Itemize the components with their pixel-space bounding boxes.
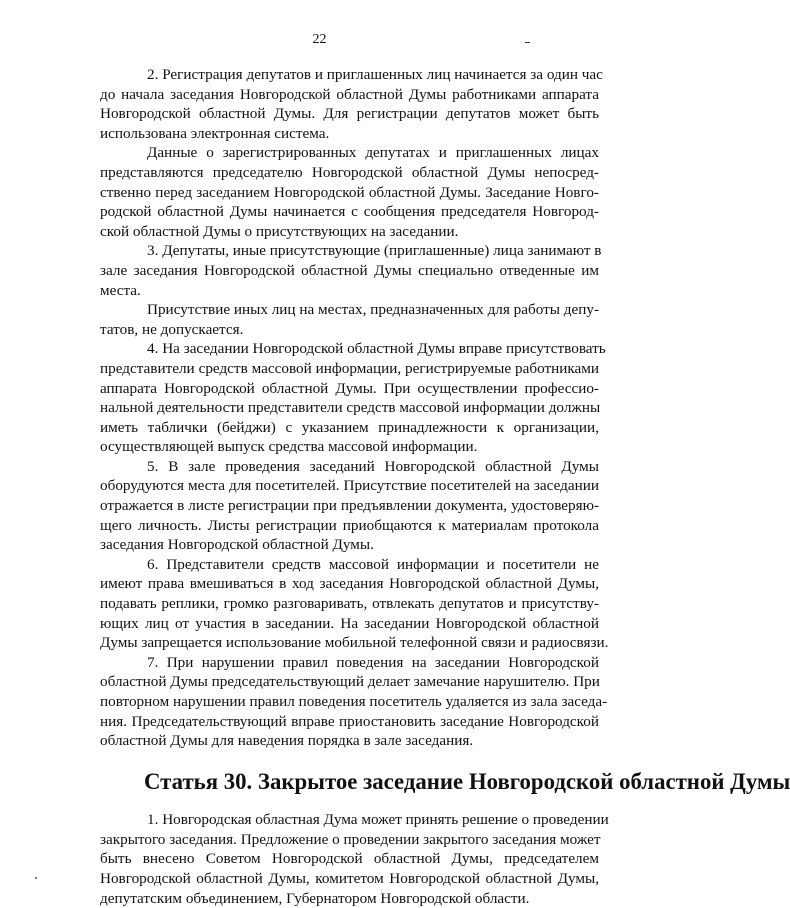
paragraph-other-persons [100, 300, 599, 339]
text-line: ющих лиц от участия в заседании. На заседании Новгородской областной [100, 614, 599, 632]
paragraph-registration-data [100, 143, 599, 241]
text-line: нальной деятельности представители средств массовой информации должны [100, 399, 601, 417]
paragraph-media [100, 339, 606, 457]
text-line: татов, не допускается. [100, 320, 244, 338]
text-line: места. [100, 281, 141, 299]
paragraph-seating [100, 241, 602, 300]
text-line: 2. Регистрация депутатов и приглашенных лиц начинается за один час [147, 66, 603, 83]
text-line: 1. Новгородская областная Дума может принять решение о проведении [147, 811, 609, 829]
text-line: оборудуются места для посетителей. Присутствие посетителей на заседании [100, 477, 599, 495]
text-line: родской областной Думы начинается с сообщения председателя Новгород- [100, 203, 599, 221]
text-line: 4. На заседании Новгородской областной Думы вправе присутствовать [147, 340, 606, 358]
text-line: использована электронная система. [100, 124, 330, 142]
text-line: 6. Представители средств массовой информации и посетители не [147, 555, 599, 573]
text-line: заседания Новгородской областной Думы. [100, 536, 374, 554]
text-line: ственно перед заседанием Новгородской областной Думы. Заседание Новго- [100, 183, 599, 201]
text-line: ния. Председательствующий вправе приостановить заседание Новгородской [100, 712, 599, 730]
text-line: Думы запрещается использование мобильной телефонной связи и радиосвязи. [100, 634, 609, 652]
paragraph-conduct [100, 555, 609, 653]
text-line: повторном нарушении правил поведения посетитель удаляется из зала заседа- [100, 693, 608, 710]
text-line: до начала заседания Новгородской областной Думы работниками аппарата [100, 85, 599, 103]
scan-mark [525, 42, 530, 43]
text-line: имеют права вмешиваться в ход заседания Новгородской областной Думы, [100, 575, 599, 593]
text-line: зале заседания Новгородской областной Думы специально отведенные им [100, 261, 599, 279]
text-line: представители средств массовой информации, регистрируемые работниками [100, 359, 599, 377]
text-line: Данные о зарегистрированных депутатах и приглашенных лицах [147, 144, 599, 162]
text-line: аппарата Новгородской областной Думы. При осуществлении профессио- [100, 379, 599, 397]
text-line: 3. Депутаты, иные присутствующие (приглашенные) лица занимают в [147, 242, 602, 260]
text-line: 5. В зале проведения заседаний Новгородской областной Думы [147, 457, 599, 475]
paragraph-closed-session [100, 810, 609, 908]
text-line: представляются председателю Новгородской областной Думы непосред- [100, 163, 599, 181]
text-line: осуществляющей выпуск средства массовой информации. [100, 438, 478, 456]
text-line: Присутствие иных лиц на местах, предназначенных для работы депу- [147, 301, 600, 319]
text-line: Новгородской областной Думы. Для регистрации депутатов может быть [100, 105, 599, 123]
text-line: отражается в листе регистрации при предъявлении документа, удостоверяю- [100, 497, 599, 515]
article-heading: Статья 30. Закрытое заседание Новгородской областной Думы [144, 768, 790, 794]
paragraph-visitors [100, 457, 599, 555]
text-line: закрытого заседания. Предложение о проведении закрытого заседания может [100, 830, 601, 848]
text-line: подавать реплики, громко разговаривать, отвлекать депутатов и присутству- [100, 595, 599, 613]
text-line: щего личность. Листы регистрации приобщаются к материалам протокола [100, 516, 599, 534]
text-line: 7. При нарушении правил поведения на заседании Новгородской [147, 653, 599, 671]
paragraph-registration [100, 65, 603, 143]
text-line: быть внесено Советом Новгородской областной Думы, председателем [100, 850, 599, 868]
text-line: депутатским объединением, Губернатором Новгородской области. [100, 889, 530, 907]
text-line: иметь таблички (бейджи) с указанием принадлежности к организации, [100, 418, 599, 436]
text-line: ской областной Думы о присутствующих на заседании. [100, 222, 459, 240]
document-body [100, 65, 790, 908]
scan-speck [35, 877, 37, 879]
paragraph-violations [100, 653, 608, 751]
text-line: областной Думы для наведения порядка в зале заседания. [100, 732, 474, 750]
page-number: 22 [312, 32, 327, 47]
text-line: Новгородской областной Думы, комитетом Новгородской областной Думы, [100, 870, 599, 888]
text-line: областной Думы председательствующий делает замечание нарушителю. При [100, 673, 600, 691]
